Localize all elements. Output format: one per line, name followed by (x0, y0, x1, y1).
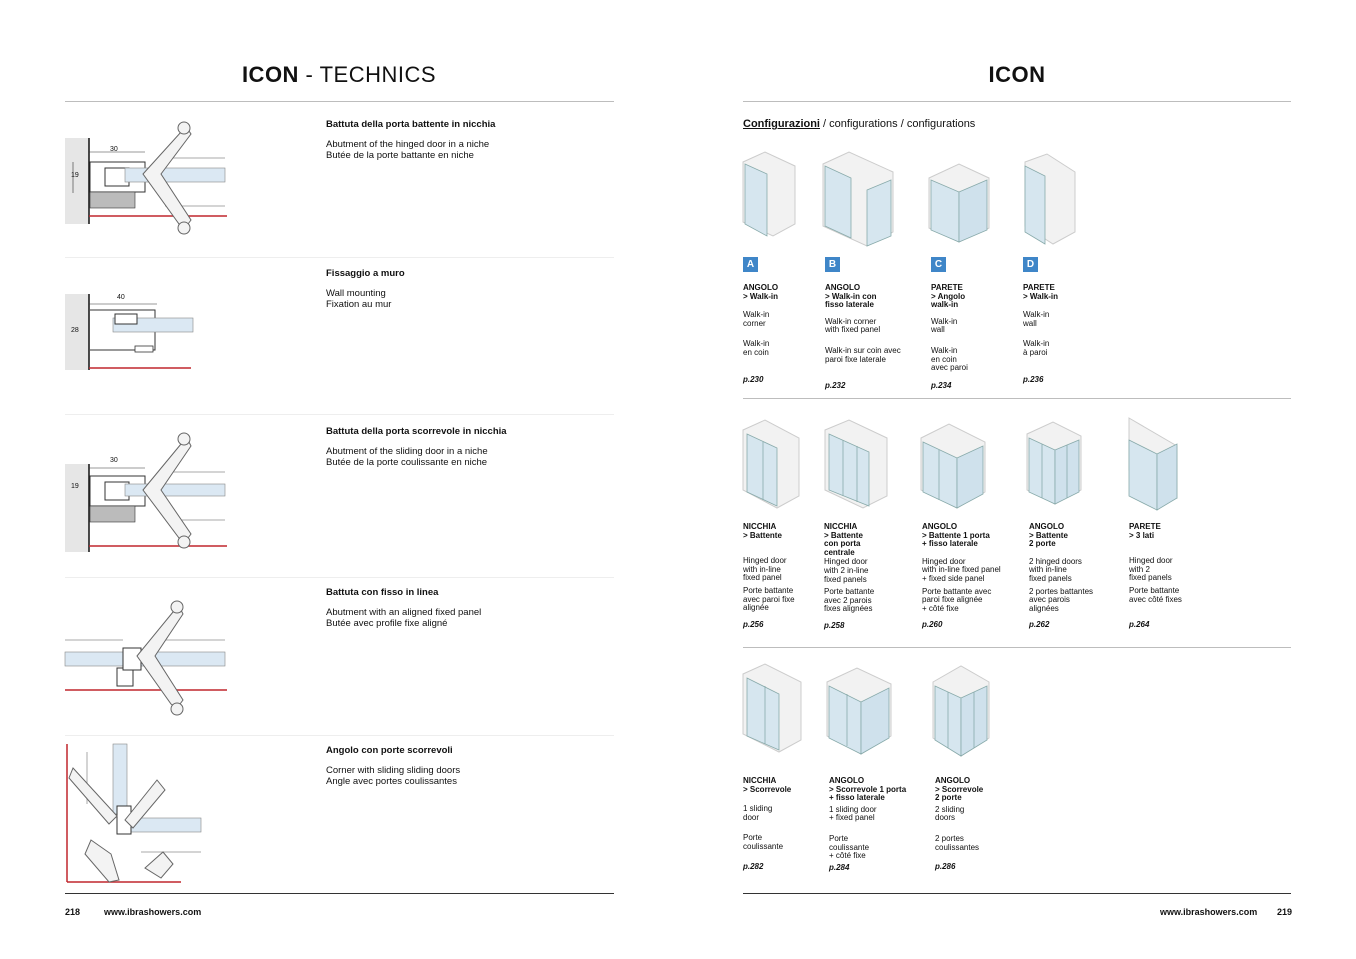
section-divider (65, 735, 614, 736)
left-website: www.ibrashowers.com (104, 907, 202, 917)
section-text-4 (326, 587, 481, 629)
shower-illustration-nicchia-scorrevole (743, 664, 803, 752)
config-item-c (931, 284, 1027, 390)
config-subtitle: > Battente 1 porta + fisso laterale (922, 530, 990, 549)
section-text-2 (326, 268, 405, 310)
config-subtitle: > Walk-in con fisso laterale (825, 291, 877, 310)
section-divider (65, 577, 614, 578)
config-name: PARETE (1023, 283, 1055, 292)
section-text-3 (326, 426, 507, 468)
section-title: Battuta della porta battente in nicchia (326, 119, 496, 130)
right-header-divider (743, 101, 1291, 102)
config-item-angolo-scorrevole-fisso (829, 777, 933, 872)
section-title: Angolo con porte scorrevoli (326, 745, 453, 756)
config-fr: 2 portes battantes avec parois alignées (1029, 586, 1094, 613)
config-subtitle: > Angolo walk-in (931, 291, 966, 310)
shower-illustration-parete-3-lati (1127, 418, 1179, 510)
config-fr: Porte battante avec 2 parois fixes alignées (824, 587, 875, 614)
config-en: Hinged door with in-line fixed panel (743, 556, 787, 583)
config-subtitle: > 3 lati (1129, 530, 1155, 540)
config-fr: Porte battante avec paroi fixe alignée (743, 585, 795, 613)
config-en: Walk-in wall (1023, 310, 1050, 328)
shower-illustration-angolo-2-porte (1027, 420, 1083, 504)
right-page-title: ICON (988, 62, 1046, 87)
section-en: Wall mounting (326, 288, 386, 299)
dimension-label: 19 (71, 483, 79, 490)
technical-drawing-sliding-niche (65, 430, 235, 555)
config-page: p.230 (743, 374, 764, 384)
section-title: Battuta della porta scorrevole in nicchia (326, 426, 507, 437)
dimension-label: 19 (71, 172, 79, 179)
configurations-heading: Configurazioni / configurations / configurations (743, 118, 976, 130)
section-divider (65, 257, 614, 258)
config-item-nicchia-porta-centrale (824, 523, 920, 631)
shower-illustration-angolo-scorrevole-fisso (827, 664, 893, 754)
section-fr: Butée de la porte battante en niche (326, 150, 474, 161)
shower-illustration-a (743, 152, 799, 242)
shower-illustration-b (823, 152, 895, 247)
config-fr: Porte coulissante (743, 833, 784, 851)
config-en: Walk-in corner with fixed panel (825, 316, 881, 335)
section-en: Abutment of the sliding door in a niche (326, 446, 488, 457)
config-fr: Walk-in à paroi (1023, 339, 1050, 357)
row-divider (743, 398, 1291, 399)
config-en: 2 hinged doors with in-line fixed panels (1029, 556, 1082, 583)
config-subtitle: > Walk-in (1023, 291, 1059, 301)
config-subtitle: > Scorrevole 1 porta + fisso laterale (829, 784, 907, 803)
config-name: NICCHIA (824, 522, 858, 531)
config-page: p.236 (1023, 374, 1044, 384)
dimension-label: 30 (110, 146, 118, 153)
section-fr: Butée avec profile fixe aligné (326, 618, 448, 629)
shower-illustration-angolo-scorrevole-2-porte (933, 664, 991, 756)
config-item-angolo-scorrevole-2-porte (935, 777, 1031, 872)
right-page-number: 219 (1277, 907, 1293, 917)
config-item-parete-3-lati (1129, 523, 1225, 630)
section-text-1 (326, 119, 495, 161)
config-fr: Porte battante avec côté fixes (1129, 585, 1182, 604)
technical-drawing-wall-mounting (65, 290, 195, 375)
config-subtitle: > Battente (743, 530, 782, 540)
config-badge-b: B (825, 257, 840, 272)
config-name: PARETE (931, 283, 963, 292)
shower-illustration-nicchia-battente (743, 420, 801, 508)
config-item-b (825, 284, 921, 391)
left-page-title: ICON - TECHNICS (241, 62, 437, 87)
section-fr: Angle avec portes coulissantes (326, 776, 457, 787)
config-item-angolo-battente-fisso (922, 523, 1026, 630)
config-name: NICCHIA (743, 522, 777, 531)
config-en: Walk-in wall (931, 316, 958, 335)
section-fr: Fixation au mur (326, 299, 392, 310)
config-page: p.286 (935, 862, 956, 872)
config-page: p.234 (931, 380, 952, 390)
config-page: p.284 (829, 862, 850, 872)
config-badge-d: D (1023, 257, 1038, 272)
technical-drawing-aligned-fixed (65, 598, 235, 718)
section-text-5 (326, 745, 460, 787)
shower-illustration-c (929, 152, 991, 242)
config-subtitle: > Walk-in (743, 291, 779, 301)
config-page: p.264 (1129, 620, 1150, 630)
dimension-label: 40 (117, 294, 125, 301)
config-fr: Porte coulissante + côté fixe (829, 833, 870, 861)
left-footer-divider (65, 893, 614, 894)
config-fr: Walk-in en coin avec paroi (931, 345, 968, 373)
config-page: p.262 (1029, 620, 1050, 630)
section-fr: Butée de la porte coulissante en niche (326, 457, 488, 468)
shower-illustration-nicchia-porta-centrale (825, 420, 889, 508)
config-fr: 2 portes coulissantes (935, 833, 980, 852)
config-badge-a: A (743, 257, 758, 272)
config-name: ANGOLO (935, 776, 971, 785)
technical-drawing-hinged-niche (65, 118, 235, 238)
config-fr: Walk-in sur coin avec paroi fixe laterale (825, 345, 901, 364)
config-name: ANGOLO (1029, 522, 1065, 531)
config-en: Hinged door with 2 in-line fixed panels (824, 557, 869, 584)
left-header-divider (65, 101, 614, 102)
row-divider (743, 647, 1291, 648)
config-subtitle: > Battente 2 porte (1029, 530, 1068, 549)
config-en: 2 sliding doors (935, 804, 965, 823)
config-en: Walk-in corner (743, 310, 770, 328)
config-subtitle: > Battente con porta centrale (824, 530, 863, 557)
config-en: 1 sliding door + fixed panel (829, 804, 877, 823)
config-fr: Porte battante avec paroi fixe alignée + côté fixe (922, 586, 992, 613)
config-name: PARETE (1129, 522, 1161, 531)
config-page: p.256 (743, 619, 764, 629)
shower-illustration-angolo-battente-fisso (921, 420, 987, 508)
config-name: ANGOLO (829, 776, 865, 785)
dimension-label: 30 (110, 457, 118, 464)
left-page-number: 218 (65, 907, 81, 917)
technical-drawing-corner-sliding (65, 744, 205, 884)
section-title: Fissaggio a muro (326, 268, 405, 279)
shower-illustration-d (1021, 152, 1077, 244)
config-item-angolo-2-porte (1029, 523, 1125, 630)
config-en: 1 sliding door (743, 804, 773, 822)
config-en: Hinged door with 2 fixed panels (1129, 556, 1173, 583)
config-page: p.258 (824, 620, 845, 630)
right-website: www.ibrashowers.com (1160, 907, 1258, 917)
config-item-d (1023, 284, 1119, 384)
section-en: Abutment of the hinged door in a niche (326, 139, 490, 150)
right-footer-divider (743, 893, 1291, 894)
config-name: ANGOLO (825, 283, 861, 292)
section-en: Corner with sliding sliding doors (326, 765, 461, 776)
config-name: ANGOLO (743, 283, 779, 292)
dimension-label: 28 (71, 327, 79, 334)
config-name: NICCHIA (743, 776, 777, 785)
config-subtitle: > Scorrevole (743, 784, 792, 794)
config-page: p.282 (743, 861, 764, 871)
config-en: Hinged door with in-line fixed panel + fixed side panel (922, 556, 1001, 583)
config-name: ANGOLO (922, 522, 958, 531)
section-en: Abutment with an aligned fixed panel (326, 607, 482, 618)
config-item-nicchia-scorrevole (743, 777, 839, 871)
section-divider (65, 414, 614, 415)
config-page: p.260 (922, 620, 943, 630)
config-subtitle: > Scorrevole 2 porte (935, 784, 984, 803)
config-badge-c: C (931, 257, 946, 272)
section-title: Battuta con fisso in linea (326, 587, 439, 598)
config-page: p.232 (825, 381, 846, 391)
config-fr: Walk-in en coin (743, 339, 770, 357)
